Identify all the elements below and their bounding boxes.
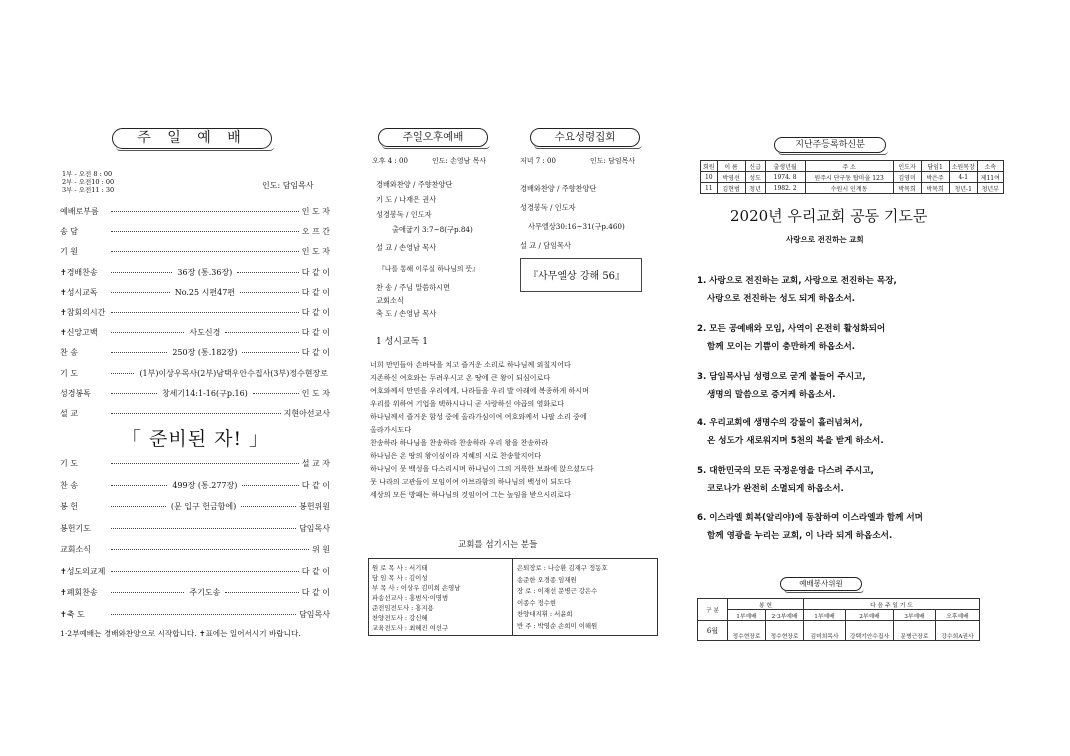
news-cell: 청년부 [977, 183, 1003, 194]
pm-worship-title: 주일오후예배 [378, 128, 488, 147]
staff-line: 찬양대지휘 : 서윤희 [517, 610, 573, 618]
worship-leader: 인도: 담임목사 [262, 181, 314, 190]
reading-line: 하나님은 온 땅의 왕이심이라 지혜의 시로 찬송할지어다 [370, 451, 542, 460]
order-person: 다 같 이 [301, 588, 331, 597]
sunday-worship-title: 주 일 예 배 [112, 128, 272, 149]
order-item [60, 480, 330, 491]
pm-line: 성경봉독 / 인도자 [376, 210, 432, 219]
order-detail: 주기도송 [189, 588, 221, 597]
service-subheader: 1부예배 [804, 610, 846, 621]
order-person: 다 같 이 [301, 328, 331, 338]
staff-line: 반 주 : 박영순 손희미 이해원 [517, 621, 598, 630]
service-table [697, 598, 980, 641]
order-label: ✝성시교독 [60, 287, 98, 297]
prayer-line: 온 성도가 새로워지며 5천의 복을 받게 하소서. [707, 436, 884, 446]
order-label: 교회소식 [60, 545, 91, 554]
prayer-line: 코로나가 완전히 소멸되게 하옵소서. [707, 484, 844, 494]
pm-line: 경배와찬양 / 주향찬양단 [376, 180, 453, 189]
order-item [60, 287, 330, 298]
staff-line: 찬양전도사 : 강신혜 [372, 614, 428, 622]
pm-line: 축 도 / 손영남 목사 [376, 309, 437, 318]
order-label: ✝성도의교제 [60, 566, 106, 576]
sermon-title: 「 준비된 자! 」 [122, 428, 270, 450]
news-cell: 청년 [745, 183, 765, 194]
order-person: 다 같 이 [301, 308, 330, 317]
order-label: 봉헌기도 [60, 523, 91, 533]
prayer-line: 생명의 말씀으로 증거케 하옵소서. [707, 390, 836, 400]
prayer-line: 4. 우리교회에 생명수의 강물이 흘러넘쳐서, [697, 418, 863, 428]
order-item [60, 327, 330, 338]
order-item [60, 501, 330, 512]
leader-dots [111, 506, 166, 507]
leader-dots [253, 393, 299, 394]
news-header: 소원목장 [949, 161, 977, 172]
leader-dots [111, 292, 170, 293]
service-cell: 강택기안수집사 [846, 621, 894, 641]
prayer-line: 6. 이스라엘 회복(알리야)에 동참하여 이스라엘과 함께 서며 [697, 513, 923, 523]
leader-dots [111, 231, 299, 232]
staff-line: 이종수 정수현 [517, 598, 557, 607]
news-header: 인도자 [893, 161, 921, 172]
order-person: 봉헌위원 [299, 502, 331, 511]
wed-line: 경배와찬양 / 주향찬양단 [520, 184, 597, 193]
staff-line: 부 목 사 : 이상우 김미희 손영남 [372, 584, 461, 592]
news-header: 주 소 [805, 161, 893, 172]
pm-sermon-title: 『나를 통해 이루실 하나님의 뜻』 [378, 265, 480, 273]
staff-line: 교육전도사 : 최혜진 여선구 [372, 624, 449, 632]
leader-dots [111, 528, 296, 529]
order-label: 예배로부름 [60, 207, 99, 216]
service-times [62, 170, 114, 194]
leader-dots [241, 506, 296, 507]
news-header: 출생년월 [765, 161, 805, 172]
service-header: 구 분 [698, 599, 728, 621]
leader-dots [240, 292, 299, 293]
order-detail: 250장 (통.182장) [172, 348, 238, 358]
pm-line: 기 도 / 나재은 권사 [376, 195, 437, 204]
service-month: 6월 [698, 621, 728, 641]
pm-leader: 인도: 손영남 목사 [432, 157, 487, 165]
order-detail: No.25 시편47편 [174, 287, 236, 297]
order-item [60, 206, 330, 217]
news-cell: 청년-1 [949, 183, 977, 194]
order-person: 설 교 자 [301, 459, 330, 468]
prayer-line: 3. 담임목사님 성령으로 굳게 붙들어 주시고, [697, 372, 866, 382]
reading-line: 올라가시도다 [370, 425, 412, 434]
order-item [60, 523, 330, 534]
order-person: 위 원 [312, 545, 330, 554]
table-row [698, 621, 980, 641]
reading-line: 찬송하라 하나님을 찬송하라 찬송하라 우리 왕을 찬송하라 [370, 438, 548, 447]
order-label: 기 도 [60, 459, 78, 468]
order-person: 인 도 자 [301, 207, 330, 216]
news-cell: 수원시 인계동 [805, 183, 893, 194]
wed-worship-title: 수요성령집회 [530, 128, 640, 147]
news-header: 회원 [701, 161, 718, 172]
leader-dots [111, 251, 299, 252]
news-header: 소속 [977, 161, 1003, 172]
service-cell: 강수희A권사 [936, 621, 980, 641]
reading-line: 우리를 위하여 기업을 택하시나니 곧 사랑하신 야곱의 영화로다 [370, 399, 564, 408]
staff-line: 장 로 : 이재선 문병근 강은수 [517, 587, 598, 595]
staff-line: 은퇴장로 : 나승환 김재구 정동호 [517, 564, 608, 572]
news-cell: 4-1 [949, 172, 977, 183]
order-person: 다 같 이 [301, 348, 330, 358]
order-detail: 36장 (통.36장) [177, 267, 233, 277]
order-item [60, 368, 330, 379]
prayer-line: 5. 대한민국의 모든 국정운영을 다스려 주시고, [697, 466, 874, 476]
order-person: 지현아선교사 [283, 409, 330, 418]
leader-dots [111, 592, 184, 593]
service-time-3: 3부 - 오전11 : 30 [62, 186, 115, 194]
table-row [701, 183, 1004, 194]
pm-time: 오후 4 : 00 [372, 157, 408, 165]
service-subheader: 오후예배 [936, 610, 980, 621]
service-time-2: 2부 - 오전10 : 00 [62, 178, 115, 186]
order-item [60, 566, 330, 577]
order-label: 찬 송 [60, 480, 78, 490]
service-header: 봉 헌 [728, 599, 804, 610]
order-item [60, 388, 330, 399]
order-person: 다 같 이 [301, 566, 330, 576]
order-person: 인 도 자 [301, 247, 330, 257]
service-subheader: 3부예배 [894, 610, 936, 621]
staff-line: 파송선교사 : 홍범식·이명범 [372, 594, 449, 602]
order-detail: 499장 (통.277장) [172, 480, 238, 490]
pm-line: 출애굽기 3:7~8(구p.84) [392, 225, 473, 234]
prayer-line: 1. 사랑으로 전진하는 교회, 사랑으로 전진하는 목장, [697, 276, 897, 286]
leader-dots [111, 393, 157, 394]
order-item [60, 458, 330, 469]
leader-dots [111, 272, 172, 273]
news-cell: 박목희 [893, 183, 921, 194]
order-label: ✝축 도 [60, 609, 85, 619]
reading-title: 1 성시교독 1 [376, 337, 428, 347]
leader-dots [111, 549, 309, 550]
prayer-line: 함께 모이는 기쁨이 충만하게 하옵소서. [707, 342, 856, 352]
leader-dots [111, 614, 296, 615]
reading-line: 뭇 나라의 고관들이 모임이여 아브라함의 하나님의 백성이 되도다 [370, 477, 571, 486]
staff-line: 원 로 목 사 : 서기태 [372, 564, 428, 572]
order-label: ✝폐회찬송 [60, 588, 98, 597]
reading-line: 세상의 모든 방패는 하나님의 것임이여 그는 높임을 받으시리로다 [370, 490, 571, 499]
news-cell: 원주시 단구동 탑마을 123 [805, 172, 893, 183]
order-item [60, 544, 330, 555]
news-cell: 제11여 [977, 172, 1003, 183]
leader-dots [111, 413, 281, 414]
new-members-title: 지난주등록하신분 [774, 137, 886, 153]
prayer-title: 2020년 우리교회 공동 기도문 [730, 207, 928, 225]
order-person: 다 같 이 [301, 480, 330, 490]
news-cell: 박영선 [717, 172, 745, 183]
leader-dots [111, 312, 299, 313]
order-item [60, 267, 330, 278]
service-cell: 정수현장로 [728, 621, 766, 641]
wed-sermon-title: 『사무엘상 강해 56』 [528, 271, 626, 282]
service-cell: 정수현장로 [766, 621, 804, 641]
order-item [60, 246, 330, 257]
leader-dots [111, 332, 184, 333]
new-members-table [700, 160, 1004, 194]
order-detail: 창세기14:1-16(구p.16) [161, 388, 248, 398]
staff-line: 송준한 오경종 임재원 [517, 575, 577, 584]
order-label: ✝경배찬송 [60, 267, 98, 277]
order-label: 설 교 [60, 409, 78, 418]
table-row [701, 172, 1004, 183]
service-cell: 김미희목사 [804, 621, 846, 641]
order-label: 성경봉독 [60, 388, 91, 398]
pm-line: 설 교 / 손영남 목사 [376, 243, 437, 252]
reading-line: 지존하신 여호와는 두려우시고 온 땅에 큰 왕이 되심이로다 [370, 373, 551, 382]
order-person: 다 같 이 [301, 267, 330, 277]
pm-line: 교회소식 [376, 296, 404, 305]
wed-leader: 인도: 담임목사 [590, 157, 636, 165]
prayer-line: 함께 영광을 누리는 교회, 이 나라 되게 하옵소서. [707, 531, 893, 541]
news-cell: 박은주 [921, 172, 949, 183]
order-detail: 사도신경 [189, 328, 221, 338]
leader-dots [242, 485, 298, 486]
reading-line: 하나님께서 즐거운 함성 중에 올라가심이여 여호와께서 나팔 소리 중에 [370, 412, 587, 421]
news-cell: 김영미 [893, 172, 921, 183]
footnote: 1·2부예배는 경배와찬양으로 시작합니다. ✝표에는 일어서시기 바랍니다. [60, 629, 301, 638]
leader-dots [111, 463, 299, 464]
pm-line: 찬 송 / 주님 말씀하시면 [376, 283, 451, 292]
service-cell: 문병근장로 [894, 621, 936, 641]
leader-dots [242, 352, 298, 353]
news-header: 신급 [745, 161, 765, 172]
leader-dots [237, 272, 298, 273]
prayer-line: 사랑으로 전진하는 성도 되게 하옵소서. [707, 294, 856, 304]
service-subheader: 1부예배 [728, 610, 766, 621]
news-header: 이 름 [717, 161, 745, 172]
reading-line: 너희 만민들아 손바닥을 치고 즐거운 소리로 하나님께 외칠지어다 [370, 360, 571, 369]
wed-time: 저녁 7 : 00 [520, 157, 556, 165]
leader-dots [111, 373, 134, 374]
order-detail: (문 입구 헌금함에) [170, 502, 237, 511]
order-label: ✝신앙고백 [60, 328, 98, 338]
prayer-subtitle: 사랑으로 전진하는 교회 [786, 235, 864, 244]
order-person: 인 도 자 [301, 388, 331, 398]
order-person: 다 같 이 [301, 287, 330, 297]
news-cell: 1982. 2 [765, 183, 805, 194]
order-label: 찬 송 [60, 348, 78, 358]
order-label: ✝참회의시간 [60, 308, 106, 317]
news-cell: 10 [701, 172, 718, 183]
order-detail: (1부)이상우목사(2부)남택우안수집사(3부)정수현장로 [139, 368, 328, 378]
order-item [60, 347, 330, 358]
wed-line: 설 교 / 담임목사 [520, 241, 571, 250]
reading-line: 여호와께서 만민을 우리에게, 나라들을 우리 발 아래에 복종하게 하시며 [370, 386, 590, 395]
order-label: 기 도 [60, 368, 78, 378]
news-cell: 성도 [745, 172, 765, 183]
staff-line: 담 임 목 사 : 김이성 [372, 574, 428, 582]
leader-dots [111, 485, 167, 486]
prayer-line: 2. 모든 공예배와 모임, 사역이 온전히 활성화되어 [697, 324, 886, 334]
order-person: 담임목사 [299, 609, 330, 619]
reading-line: 하나님이 뭇 백성을 다스리시며 하나님이 그의 거룩한 보좌에 앉으셨도다 [370, 464, 594, 473]
leader-dots [111, 571, 299, 572]
news-cell: 11 [701, 183, 718, 194]
staff-line: 준전임전도사 : 홍지용 [372, 604, 434, 612]
news-cell: 김현범 [717, 183, 745, 194]
wed-line: 사무엘상30:16~31(구p.460) [528, 222, 625, 231]
leader-dots [111, 352, 167, 353]
order-item [60, 609, 330, 620]
leader-dots [225, 592, 298, 593]
news-cell: 1974. 8 [765, 172, 805, 183]
order-person: 담임목사 [299, 523, 330, 533]
news-cell: 박목희 [921, 183, 949, 194]
order-label: 기 원 [60, 247, 78, 257]
service-subheader: 2부예배 [846, 610, 894, 621]
service-header: 다 음 주 일 기 도 [804, 599, 980, 610]
staff-title: 교회를 섬기시는 분들 [458, 540, 538, 550]
order-item [60, 226, 330, 237]
leader-dots [111, 211, 299, 212]
news-header: 담임1 [921, 161, 949, 172]
leader-dots [225, 332, 298, 333]
order-item [60, 587, 330, 598]
order-item [60, 408, 330, 419]
service-volunteers-title: 예배봉사위원 [780, 577, 862, 591]
order-label: 봉 헌 [60, 502, 78, 511]
order-person: 오 프 간 [301, 227, 330, 237]
service-subheader: 2·3부예배 [766, 610, 804, 621]
order-item [60, 307, 330, 318]
wed-line: 성경봉독 / 인도자 [520, 203, 576, 212]
staff-box-divider [512, 558, 513, 636]
order-label: 송 담 [60, 227, 78, 237]
service-time-1: 1부 - 오전 8 : 00 [62, 170, 113, 178]
